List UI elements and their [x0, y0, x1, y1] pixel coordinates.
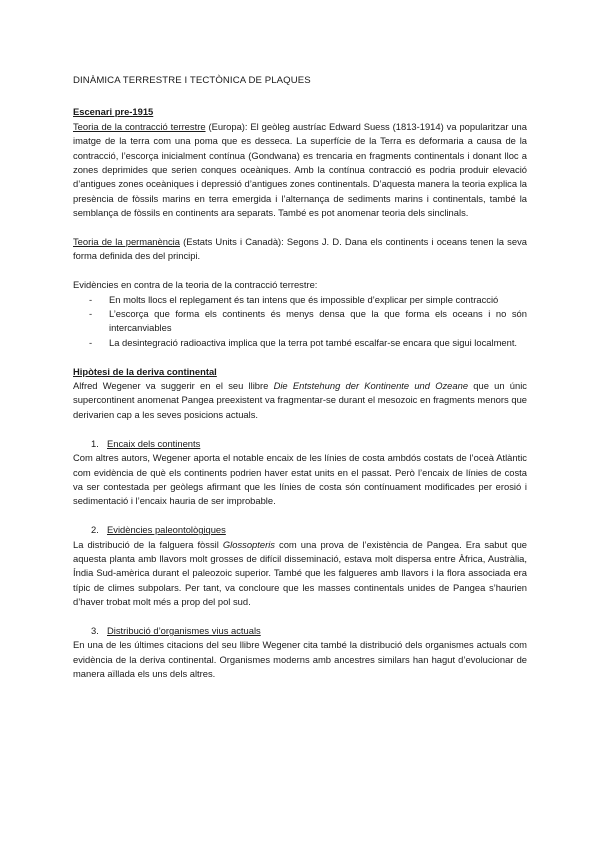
paragraph-text-after: com una prova de l’existència de Pangea. Era sabut que aquesta planta amb llavors molt grosses de difícil disseminació, estava molt dispersa entre Àfrica, Austràlia, Índia Sud-amèrica durant el paleozoic superior. També que les falgueres amb llavors i la flora associada era típic de climes subpolars. Per tant, va concloure que les masses continentals unides de Pangea s’haurien d’haver trobat molt més a prop del pol sud. — [73, 538, 527, 608]
spacer — [73, 350, 527, 364]
evidence-list — [73, 293, 527, 351]
spacer — [73, 509, 527, 523]
numbered-heading-3 — [73, 624, 527, 638]
section-heading-pre-1915: Escenari pre-1915 — [73, 106, 154, 118]
continental-drift-intro — [73, 379, 527, 422]
item-label: Encaix dels continents — [107, 437, 201, 449]
intro-text-before: Alfred Wegener va suggerir en el seu llibre — [73, 380, 274, 392]
spacer — [73, 264, 527, 278]
document-title: DINÀMICA TERRESTRE I TECTÒNICA DE PLAQUES — [73, 75, 311, 86]
continents-fit-paragraph: Com altres autors, Wegener aporta el notable encaix de les línies de costa ambdós costats de l’oceà Atlàntic com evidència de què els continents podrien haver estat units en el passat. Però l’encaix de línies de costa va ser contestada per geòlegs afirmant que les línies de costa són contínuament modificades per erosió i sedimentació i l’encaix hauria de ser improbable. — [73, 452, 527, 507]
evidence-intro: Evidències en contra de la teoria de la contracció terrestre: — [73, 279, 318, 291]
permanence-theory-text: (Estats Units i Canadà): Segons J. D. Dana els continents i oceans tenen la seva forma definida des del principi. — [73, 236, 527, 262]
item-label: Evidències paleontològiques — [107, 524, 226, 536]
species-name: Glossopteris — [222, 538, 275, 550]
evidence-item-text: En molts llocs el replegament és tan intens que és impossible d’explicar per simple contracció — [109, 293, 499, 305]
numbered-heading-2 — [73, 523, 527, 537]
list-item — [73, 307, 527, 336]
living-organisms-paragraph: En una de les últimes citacions del seu llibre Wegener cita també la distribució dels organismes actuals com evidència de la deriva continental. Organismes moderns amb ancestres similars han hagut d’evolucionar de manera aïllada els uns dels altres. — [73, 639, 527, 680]
dash-bullet: - — [89, 336, 93, 348]
contraction-theory-text: (Europa): El geòleg austríac Edward Suess (1813-1914) va popularitzar una imatge de la terra com una poma que es desseca. La superfície de la Terra es deformaria a causa de la contracció, l’escorça inicialment contínua (Gondwana) es trencaria en fragments continentals i donant lloc a zones deprimides que serien conques oceàniques. Amb la contínua contracció es podria produir elevació d’antigues zones oceàniques i depressió d’antigues zones continentals. D’aquesta manera la teoria explica la presència de fòssils marins en terra emergida i l’alternança de sediments marins i continentals, també la semblança de fòssils en continents ara separats. També es pot anomenar teoria dels sinclinals. — [73, 120, 527, 219]
contraction-theory-paragraph — [73, 120, 527, 221]
paleontological-evidence-paragraph — [73, 538, 527, 610]
spacer — [73, 610, 527, 624]
section-heading-continental-drift: Hipòtesi de la deriva continental — [73, 365, 217, 377]
intro-text-after: que un únic supercontinent anomenat Pangea preexistent va fragmentar-se durant el mesozoic en fragments menors que derivarien cap a les seves posicions actuals. — [73, 380, 527, 420]
permanence-theory-label: Teoria de la permanència — [73, 236, 180, 248]
dash-bullet: - — [89, 293, 93, 305]
item-number: 2. — [91, 524, 99, 536]
item-number: 3. — [91, 624, 99, 636]
list-item — [73, 336, 527, 350]
evidence-item-text: La desintegració radioactiva implica que la terra pot també escalfar-se encara que sigui localment. — [109, 336, 518, 348]
permanence-theory-paragraph — [73, 235, 527, 264]
item-number: 1. — [91, 437, 99, 449]
item-label: Distribució d’organismes vius actuals — [107, 624, 261, 636]
spacer — [73, 422, 527, 436]
evidence-item-text: L’escorça que forma els continents és menys densa que la que forma els oceans i no són intercanviables — [109, 308, 527, 334]
numbered-heading-1 — [73, 437, 527, 451]
book-title: Die Entstehung der Kontinente und Ozeane — [273, 380, 469, 392]
dash-bullet: - — [89, 308, 93, 320]
paragraph-text-before: La distribució de la falguera fòssil — [73, 538, 223, 550]
contraction-theory-label: Teoria de la contracció terrestre — [73, 120, 206, 132]
list-item — [73, 293, 527, 307]
spacer — [73, 221, 527, 235]
